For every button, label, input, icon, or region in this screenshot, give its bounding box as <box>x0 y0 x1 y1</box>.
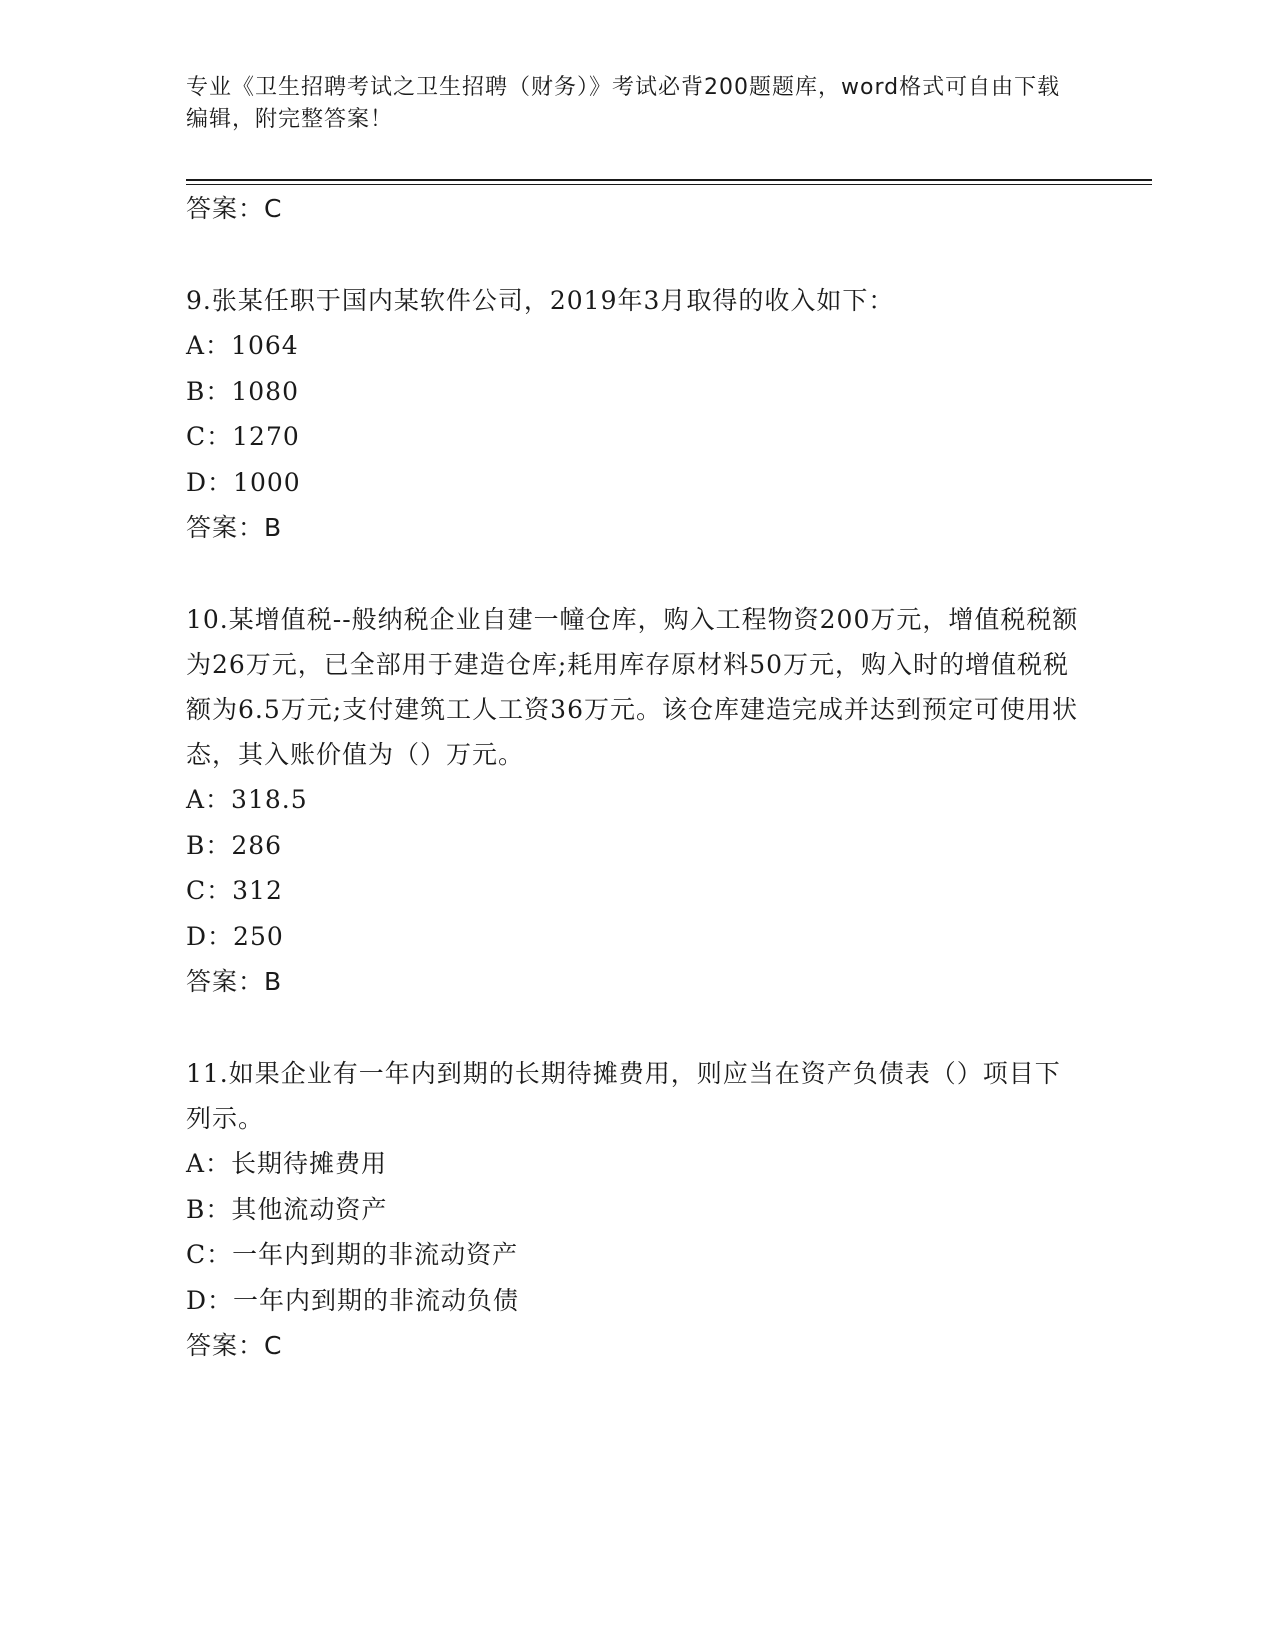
previous-answer: 答案：C <box>186 194 283 223</box>
option-d: D：1000 <box>186 467 301 497</box>
option-d: D：一年内到期的非流动负债 <box>186 1285 520 1315</box>
option-a: A：长期待摊费用 <box>186 1149 388 1178</box>
option-d: D：250 <box>186 921 284 951</box>
answer-text: 答案：B <box>186 513 283 542</box>
header-divider-thin <box>186 184 1152 185</box>
spacer <box>186 551 1086 597</box>
option-c: C：312 <box>186 876 283 905</box>
header-divider-thick <box>186 179 1152 181</box>
question-block-11 <box>186 1051 1086 1369</box>
option-b: B：286 <box>186 830 283 860</box>
question-list <box>186 186 1086 1369</box>
spacer <box>186 232 1086 278</box>
answer-text: 答案：B <box>186 967 283 996</box>
question-text: 11.如果企业有一年内到期的长期待摊费用，则应当在资产负债表（）项目下列示。 <box>186 1059 1061 1133</box>
spacer <box>186 1005 1086 1051</box>
question-block-10 <box>186 597 1086 1005</box>
option-b: B：1080 <box>186 376 299 406</box>
option-c: C：一年内到期的非流动资产 <box>186 1240 519 1269</box>
question-text: 9.张某任职于国内某软件公司，2019年3月取得的收入如下： <box>186 286 895 315</box>
option-b: B：其他流动资产 <box>186 1194 388 1224</box>
option-c: C：1270 <box>186 422 300 451</box>
question-block-9 <box>186 278 1086 551</box>
question-text: 10.某增值税--般纳税企业自建一幢仓库，购入工程物资200万元，增值税税额为26万元，已全部用于建造仓库;耗用库存原材料50万元，购入时的增值税税额为6.5万元;支付建筑工人工资36万元。该仓库建造完成并达到预定可使用状态，其入账价值为（）万元。 <box>186 605 1079 769</box>
answer-text: 答案：C <box>186 1331 283 1360</box>
option-a: A：318.5 <box>186 785 308 814</box>
document-header: 专业《卫生招聘考试之卫生招聘（财务）》考试必背200题题库，word格式可自由下载编辑，附完整答案！ <box>186 75 1061 132</box>
option-a: A：1064 <box>186 331 299 360</box>
